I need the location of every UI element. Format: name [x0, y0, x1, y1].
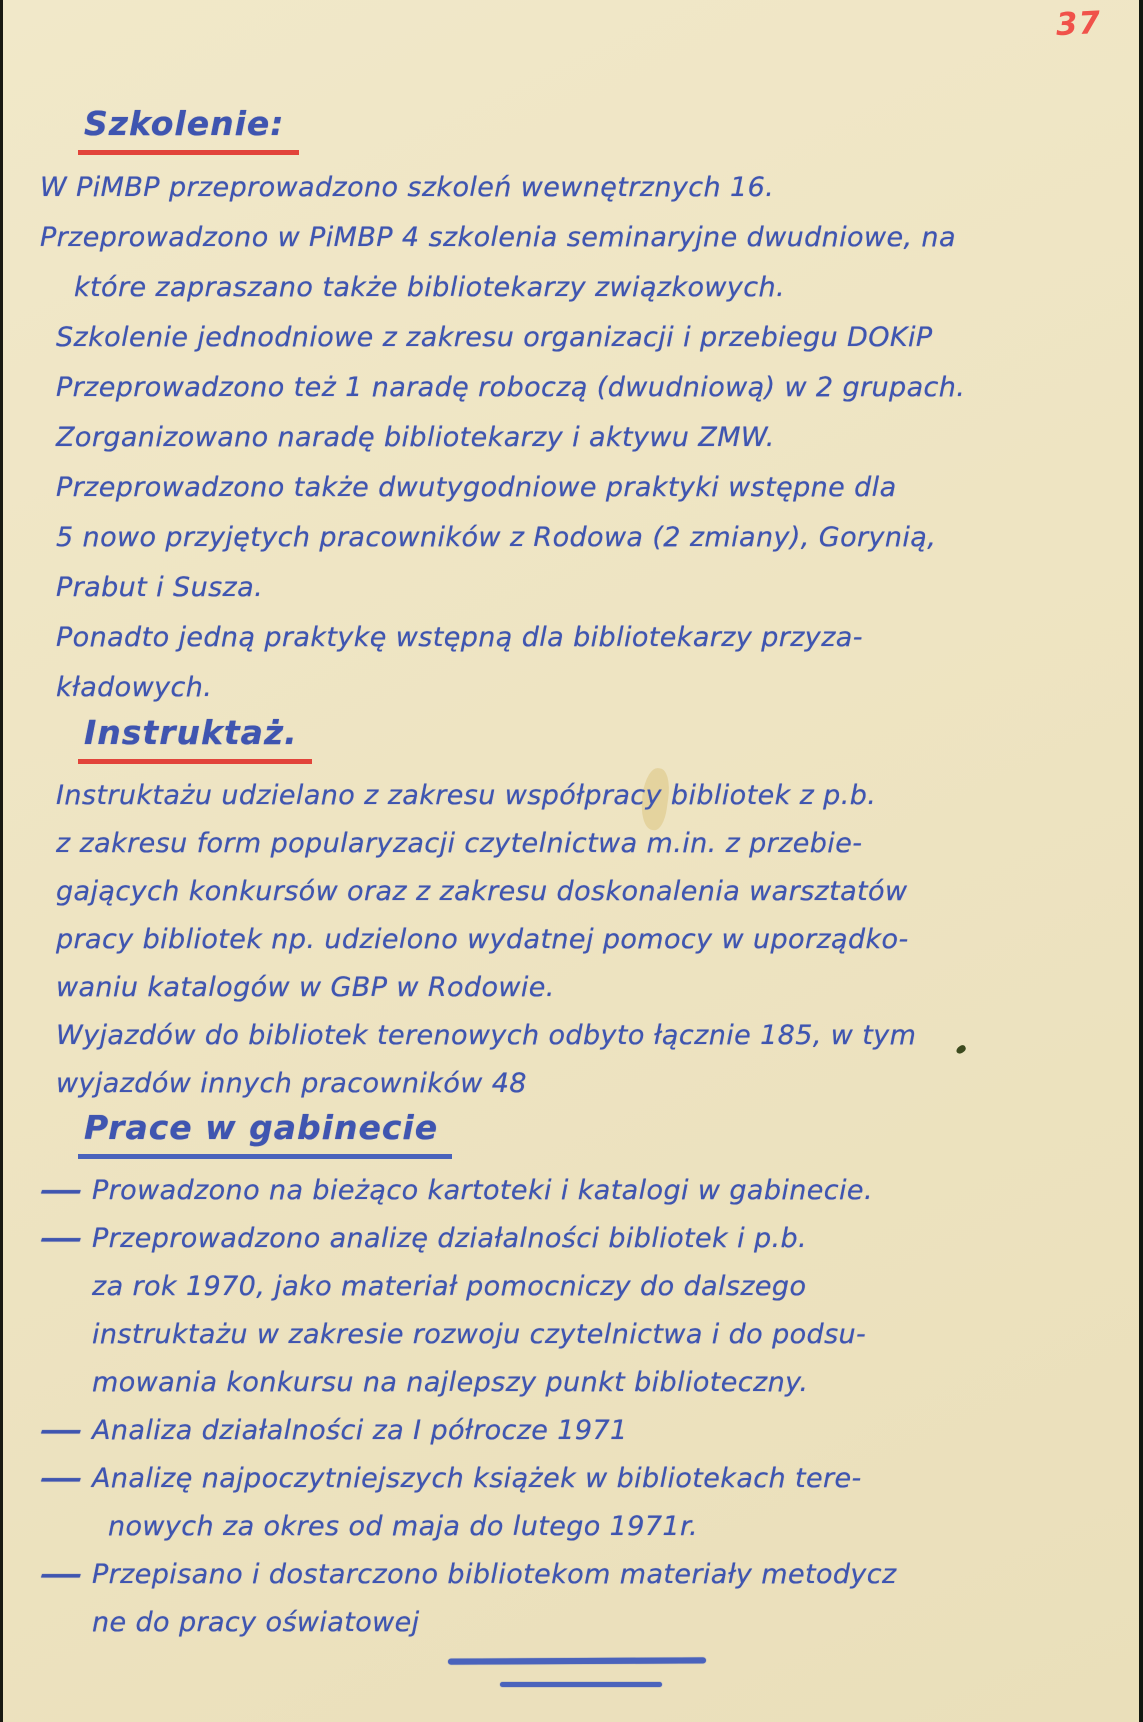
handwritten-line: W PiMBP przeprowadzono szkoleń wewnętrznych 16.	[40, 172, 775, 203]
handwritten-line: kładowych.	[56, 672, 213, 703]
page-content	[40, 104, 1127, 1647]
list-item	[40, 1167, 1127, 1215]
section-heading-szkolenie: Szkolenie:	[78, 104, 299, 155]
handwritten-line: Przeprowadzono też 1 naradę roboczą (dwudniową) w 2 grupach.	[56, 372, 966, 403]
handwritten-line: pracy bibliotek np. udzielono wydatnej pomocy w uporządko-	[56, 924, 909, 955]
handwritten-line: nowych za okres od maja do lutego 1971r.	[108, 1511, 698, 1542]
handwritten-line: gających konkursów oraz z zakresu doskonalenia warsztatów	[56, 876, 908, 907]
list-item-text	[92, 1215, 1127, 1407]
handwritten-line: Prowadzono na bieżąco kartoteki i katalogi w gabinecie.	[92, 1175, 873, 1206]
handwritten-line: Wyjazdów do bibliotek terenowych odbyto łącznie 185, w tym	[56, 1020, 917, 1051]
section-heading-prace-w-gabinecie: Prace w gabinecie	[78, 1108, 452, 1159]
handwritten-line: 5 nowo przyjętych pracowników z Rodowa (2 zmiany), Gorynią,	[56, 522, 937, 553]
section-instruktaz	[40, 713, 1127, 772]
handwritten-line: Analiza działalności za I półrocze 1971	[92, 1415, 628, 1446]
section-prace-body	[40, 1167, 1127, 1647]
handwritten-line: Przepisano i dostarczono bibliotekom materiały metodycz	[92, 1559, 897, 1590]
page-number: 37	[1054, 4, 1102, 44]
list-item	[40, 1551, 1127, 1647]
handwritten-line: Szkolenie jednodniowe z zakresu organizacji i przebiegu DOKiP	[56, 322, 933, 353]
handwritten-line: za rok 1970, jako materiał pomocniczy do dalszego	[92, 1271, 807, 1302]
dash-bullet: —	[40, 1223, 80, 1254]
page-edge-right	[1139, 0, 1143, 1722]
handwritten-line: Analizę najpoczytniejszych książek w bibliotekach tere-	[92, 1463, 862, 1494]
section-heading-instruktaz: Instruktaż.	[78, 713, 312, 764]
list-item-text	[92, 1455, 1127, 1551]
section-instruktaz-body	[40, 772, 1127, 1108]
handwritten-line: Prabut i Susza.	[56, 572, 264, 603]
list-item	[40, 1215, 1127, 1407]
page-edge-left	[0, 0, 3, 1722]
handwritten-line: Przeprowadzono analizę działalności bibliotek i p.b.	[92, 1223, 807, 1254]
list-item-text	[92, 1551, 1127, 1647]
handwritten-line: z zakresu form popularyzacji czytelnictwa m.in. z przebie-	[56, 828, 863, 859]
closing-rule-top	[448, 1657, 706, 1664]
list-item-text	[92, 1407, 1127, 1455]
list-item	[40, 1455, 1127, 1551]
closing-rule-bottom	[500, 1682, 662, 1687]
dash-bullet: —	[40, 1415, 80, 1446]
dash-bullet: —	[40, 1463, 80, 1494]
handwritten-line: Ponadto jedną praktykę wstępną dla bibliotekarzy przyza-	[56, 622, 863, 653]
handwritten-line: ne do pracy oświatowej	[92, 1607, 420, 1638]
handwritten-line: Przeprowadzono w PiMBP 4 szkolenia seminaryjne dwudniowe, na	[40, 222, 956, 253]
handwritten-line: wyjazdów innych pracowników 48	[56, 1068, 527, 1099]
list-item	[40, 1407, 1127, 1455]
section-szkolenie-body	[40, 163, 1127, 713]
dash-bullet: —	[40, 1559, 80, 1590]
handwritten-line: instruktażu w zakresie rozwoju czytelnictwa i do podsu-	[92, 1319, 867, 1350]
handwritten-line: Instruktażu udzielano z zakresu współpracy bibliotek z p.b.	[56, 780, 877, 811]
section-szkolenie	[40, 104, 1127, 163]
list-item-text	[92, 1167, 1127, 1215]
handwritten-line: Zorganizowano naradę bibliotekarzy i aktywu ZMW.	[56, 422, 775, 453]
section-prace-w-gabinecie	[40, 1108, 1127, 1167]
handwritten-line: Przeprowadzono także dwutygodniowe praktyki wstępne dla	[56, 472, 897, 503]
dash-bullet: —	[40, 1175, 80, 1206]
handwritten-line: waniu katalogów w GBP w Rodowie.	[56, 972, 555, 1003]
handwritten-line: mowania konkursu na najlepszy punkt biblioteczny.	[92, 1367, 809, 1398]
handwritten-line: które zapraszano także bibliotekarzy związkowych.	[74, 272, 786, 303]
